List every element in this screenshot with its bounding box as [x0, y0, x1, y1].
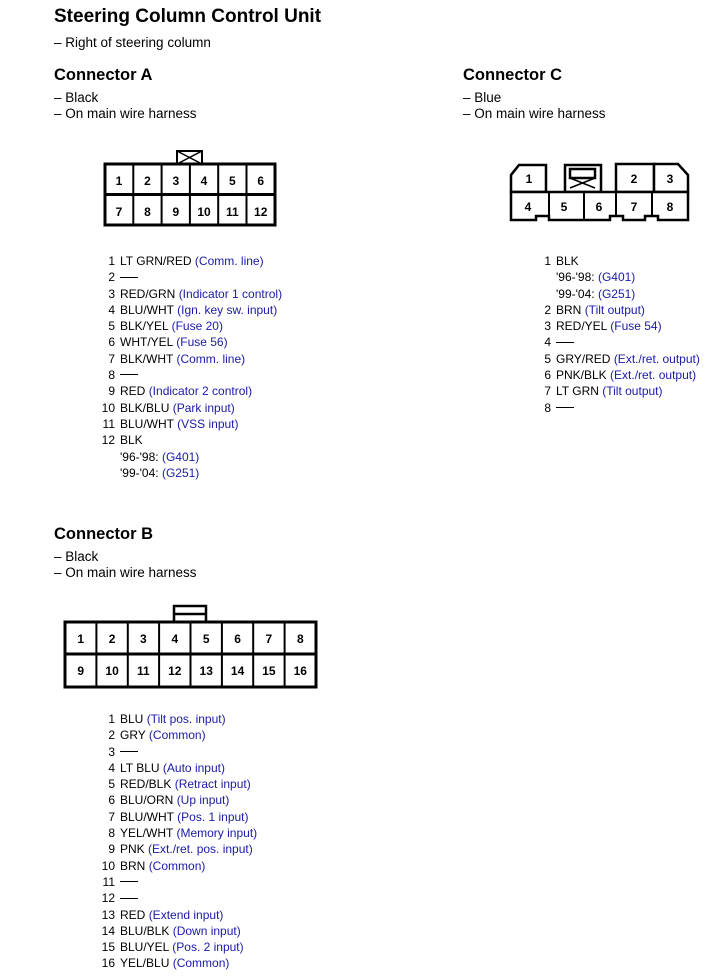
wire-color: BLU/BLK	[120, 923, 170, 938]
unused-dash	[556, 342, 574, 343]
unused-dash	[120, 881, 138, 882]
pin-number: 8	[108, 368, 115, 383]
connector-b-cell: 14	[230, 664, 245, 678]
pin-description	[556, 253, 579, 269]
pin-row	[91, 727, 257, 743]
pin-row	[527, 367, 700, 383]
wire-color: YEL/BLU	[120, 956, 170, 971]
wire-color: RED/BLK	[120, 777, 172, 792]
connector-a-cell: 1	[115, 174, 123, 188]
pin-function: (Tilt output)	[584, 302, 645, 317]
pin-number: 2	[544, 302, 551, 317]
pin-number: 2	[108, 728, 115, 743]
wire-color: LT GRN/RED	[120, 254, 192, 268]
pin-function: (Up input)	[176, 793, 230, 808]
pin-description	[120, 825, 257, 841]
pin-description	[120, 334, 228, 350]
connector-a-cell: 4	[200, 174, 208, 188]
wire-color: WHT/YEL	[120, 335, 173, 350]
connector-c-cell: 5	[560, 200, 568, 214]
wire-color: BLK/YEL	[120, 319, 169, 334]
pin-row	[91, 923, 257, 939]
model-years: '96-'98:	[120, 449, 159, 464]
pin-row	[91, 792, 257, 808]
pin-description	[120, 318, 223, 334]
connector-a-cell: 5	[228, 174, 236, 188]
pin-function: (Ign. key sw. input)	[177, 302, 278, 317]
pin-row	[91, 776, 257, 792]
pin-row	[91, 334, 282, 350]
pin-function: (Memory input)	[176, 826, 258, 841]
pin-unused	[120, 890, 138, 906]
wire-color: LT GRN	[556, 384, 599, 399]
pin-number: 3	[108, 286, 115, 301]
connector-c-cell: 4	[524, 200, 532, 214]
pin-unused	[120, 874, 138, 890]
pin-unused	[120, 367, 138, 383]
wire-color: PNK/BLK	[556, 368, 607, 383]
ground-point: (G251)	[597, 286, 636, 301]
pin-function: (Auto input)	[162, 760, 225, 775]
pin-description	[556, 351, 700, 367]
pin-number: 7	[108, 351, 115, 366]
pin-description	[120, 400, 235, 416]
pin-row	[91, 351, 282, 367]
pin-row	[91, 939, 257, 955]
unused-dash	[120, 277, 138, 278]
connector-c-diagram	[506, 158, 694, 226]
pin-number: 12	[101, 891, 115, 906]
pin-number: 2	[108, 270, 115, 285]
pin-function: (Comm. line)	[194, 254, 264, 268]
wire-color: BLU/WHT	[120, 416, 174, 431]
pin-row	[91, 907, 257, 923]
connector-c-cell: 1	[525, 172, 533, 186]
pin-function: (Common)	[148, 858, 206, 873]
connector-a-cell: 2	[144, 174, 151, 188]
pin-number: 15	[101, 940, 115, 955]
ground-variant	[527, 269, 700, 285]
connector-b-cell: 13	[199, 664, 213, 678]
pin-number: 1	[544, 254, 551, 268]
connector-b-cell: 11	[137, 664, 150, 678]
pin-number: 1	[108, 254, 115, 268]
pin-number: 5	[544, 351, 551, 366]
pin-number: 14	[101, 923, 115, 938]
pin-number: 7	[108, 809, 115, 824]
pin-function: (Ext./ret. output)	[613, 351, 700, 366]
pin-number: 16	[101, 956, 115, 971]
connector-b-cell: 9	[77, 664, 85, 678]
wire-color: BLU/YEL	[120, 940, 169, 955]
pin-number: 4	[108, 760, 115, 775]
connector-b-cell: 4	[171, 632, 179, 646]
pin-description	[120, 792, 229, 808]
pin-row	[527, 400, 700, 416]
wire-color: BRN	[556, 302, 582, 317]
pin-row	[91, 253, 282, 269]
wire-color: BRN	[120, 858, 146, 873]
pin-function: (Common)	[148, 728, 206, 743]
connector-c-cell: 7	[630, 200, 638, 214]
connector-a-color-note: – Black	[54, 90, 99, 105]
pin-row	[91, 367, 282, 383]
pin-row	[91, 302, 282, 318]
pin-number: 7	[544, 384, 551, 399]
pin-number: 10	[101, 400, 115, 415]
pin-row	[91, 760, 257, 776]
ground-variant	[527, 286, 700, 302]
ground-point: (G401)	[597, 270, 636, 285]
pin-row	[91, 858, 257, 874]
wire-color: GRY	[120, 728, 146, 743]
pin-function: (Fuse 54)	[610, 319, 662, 334]
pin-unused	[556, 400, 574, 416]
pin-number: 12	[101, 433, 115, 448]
pin-description	[120, 286, 282, 302]
pin-function: (Tilt output)	[602, 384, 663, 399]
page-title: Steering Column Control Unit	[54, 6, 322, 27]
pin-unused	[556, 334, 574, 350]
pin-row	[527, 253, 700, 269]
connector-b-pin-list	[91, 711, 257, 972]
pin-row	[91, 383, 282, 399]
pin-description	[120, 841, 253, 857]
pin-number: 9	[108, 842, 115, 857]
pin-description	[120, 711, 226, 727]
pin-row	[527, 351, 700, 367]
pin-description	[120, 907, 223, 923]
unused-dash	[120, 751, 138, 752]
pin-function: (Ext./ret. pos. input)	[148, 842, 253, 857]
connector-b-cell: 12	[168, 664, 182, 678]
pin-description	[120, 416, 239, 432]
pin-number: 9	[108, 384, 115, 399]
connector-b-cell: 1	[77, 632, 85, 646]
pin-number: 11	[102, 416, 115, 431]
pin-function: (Extend input)	[148, 907, 224, 922]
ground-variant	[91, 465, 282, 481]
wire-color: PNK	[120, 842, 145, 857]
pin-row	[91, 809, 257, 825]
pin-description	[120, 923, 241, 939]
pin-row	[91, 744, 257, 760]
wire-color: GRY/RED	[556, 351, 611, 366]
pin-function: (Indicator 2 control)	[148, 384, 253, 399]
pin-function: (Pos. 1 input)	[177, 809, 249, 824]
pin-description	[120, 939, 244, 955]
pin-number: 6	[108, 335, 115, 350]
pin-function: (Retract input)	[174, 777, 251, 792]
pin-function: (Park input)	[172, 400, 235, 415]
wire-color: BLU/WHT	[120, 302, 174, 317]
connector-c-color-note: – Blue	[463, 90, 502, 105]
pin-description	[120, 383, 252, 399]
pin-description	[120, 253, 264, 269]
location-note: – Right of steering column	[54, 35, 211, 50]
pin-number: 4	[544, 335, 551, 350]
pin-number: 8	[544, 400, 551, 415]
wire-color: BLU/ORN	[120, 793, 174, 808]
pin-number: 5	[108, 777, 115, 792]
connector-a-harness-note: – On main wire harness	[54, 106, 197, 121]
wire-color: BLU/WHT	[120, 809, 174, 824]
connector-c-heading: Connector C	[463, 66, 562, 84]
pin-function: (Indicator 1 control)	[178, 286, 283, 301]
connector-c-cell: 2	[630, 172, 638, 186]
unused-dash	[120, 898, 138, 899]
pin-function: (Comm. line)	[176, 351, 246, 366]
pin-description	[556, 302, 645, 318]
connector-b-color-note: – Black	[54, 549, 99, 564]
pin-unused	[120, 269, 138, 285]
pin-row	[91, 955, 257, 971]
pin-function: (Ext./ret. output)	[610, 368, 697, 383]
unused-dash	[120, 374, 138, 375]
pin-number: 6	[108, 793, 115, 808]
wire-color: LT BLU	[120, 760, 160, 775]
pin-function: (Tilt pos. input)	[146, 712, 226, 726]
wire-color: RED	[120, 384, 146, 399]
connector-a-cell: 11	[225, 205, 239, 219]
pin-description	[120, 302, 277, 318]
wire-color: BLU	[120, 712, 144, 726]
wire-color: RED/YEL	[556, 319, 607, 334]
connector-a-diagram	[100, 148, 280, 230]
connector-b-cell: 2	[108, 632, 116, 646]
pin-row	[91, 269, 282, 285]
pin-number: 10	[101, 858, 115, 873]
connector-a-cell: 10	[197, 205, 211, 219]
pin-description	[120, 727, 206, 743]
pin-number: 4	[108, 302, 115, 317]
pin-function: (Fuse 56)	[176, 335, 228, 350]
connector-a-heading: Connector A	[54, 66, 153, 84]
connector-b-harness-note: – On main wire harness	[54, 565, 197, 580]
pin-function: (Common)	[172, 956, 230, 971]
pin-number: 11	[102, 874, 115, 889]
unused-dash	[556, 407, 574, 408]
connector-a-cell: 12	[254, 205, 268, 219]
connector-b-cell: 3	[140, 632, 147, 646]
pin-function: (Fuse 20)	[171, 319, 223, 334]
wire-color: RED/GRN	[120, 286, 176, 301]
pin-description	[120, 776, 251, 792]
ground-point: (G251)	[161, 465, 200, 480]
pin-description	[120, 809, 249, 825]
pin-unused	[120, 744, 138, 760]
model-years: '99-'04:	[556, 286, 595, 301]
wire-color: YEL/WHT	[120, 826, 174, 841]
connector-b-diagram	[60, 600, 322, 692]
pin-description	[120, 955, 229, 971]
pin-number: 1	[108, 712, 115, 726]
pin-description	[556, 367, 696, 383]
pin-function: (Down input)	[172, 923, 241, 938]
connector-c-pin-list	[527, 253, 700, 416]
connector-a-cell: 8	[144, 205, 151, 219]
pin-number: 5	[108, 319, 115, 334]
pin-number: 8	[108, 826, 115, 841]
connector-a-cell: 7	[115, 205, 123, 219]
pin-row	[91, 890, 257, 906]
connector-b-cell: 7	[265, 632, 273, 646]
connector-b-cell: 8	[296, 632, 304, 646]
pin-number: 6	[544, 368, 551, 383]
model-years: '99-'04:	[120, 465, 159, 480]
pin-row	[527, 383, 700, 399]
connector-b-cell: 10	[105, 664, 119, 678]
pin-row	[91, 711, 257, 727]
pin-number: 3	[544, 319, 551, 334]
pin-row	[91, 432, 282, 448]
connector-b-heading: Connector B	[54, 525, 153, 543]
pin-description	[120, 432, 143, 448]
pin-description	[120, 760, 225, 776]
pin-row	[527, 302, 700, 318]
pin-description	[556, 318, 662, 334]
connector-b-cell: 15	[262, 664, 276, 678]
connector-c-cell: 8	[666, 200, 674, 214]
pin-row	[91, 400, 282, 416]
connector-c-harness-note: – On main wire harness	[463, 106, 606, 121]
connector-a-cell: 3	[172, 174, 180, 188]
model-years: '96-'98:	[556, 270, 595, 285]
connector-c-cell: 6	[595, 200, 603, 214]
pin-row	[91, 416, 282, 432]
pin-row	[91, 841, 257, 857]
connector-a-cell: 9	[172, 205, 180, 219]
wire-color: BLK/BLU	[120, 400, 170, 415]
pin-row	[527, 318, 700, 334]
pin-row	[91, 874, 257, 890]
connector-c-cell: 3	[666, 172, 674, 186]
connector-a-pin-list	[91, 253, 282, 481]
pin-description	[556, 383, 663, 399]
pin-row	[91, 286, 282, 302]
pin-number: 13	[101, 907, 115, 922]
pin-description	[120, 351, 245, 367]
pin-row	[527, 334, 700, 350]
pin-row	[91, 825, 257, 841]
pin-function: (Pos. 2 input)	[172, 940, 244, 955]
ground-point: (G401)	[161, 449, 200, 464]
connector-b-cell: 16	[293, 664, 307, 678]
pin-description	[120, 858, 205, 874]
pin-row	[91, 318, 282, 334]
wire-color: BLK	[556, 254, 579, 268]
pin-number: 3	[108, 744, 115, 759]
pin-function: (VSS input)	[177, 416, 239, 431]
ground-variant	[91, 449, 282, 465]
wire-color: BLK	[120, 433, 143, 448]
connector-b-cell: 6	[234, 632, 241, 646]
connector-a-cell: 6	[257, 174, 265, 188]
wire-color: RED	[120, 907, 146, 922]
connector-b-cell: 5	[202, 632, 210, 646]
wire-color: BLK/WHT	[120, 351, 174, 366]
